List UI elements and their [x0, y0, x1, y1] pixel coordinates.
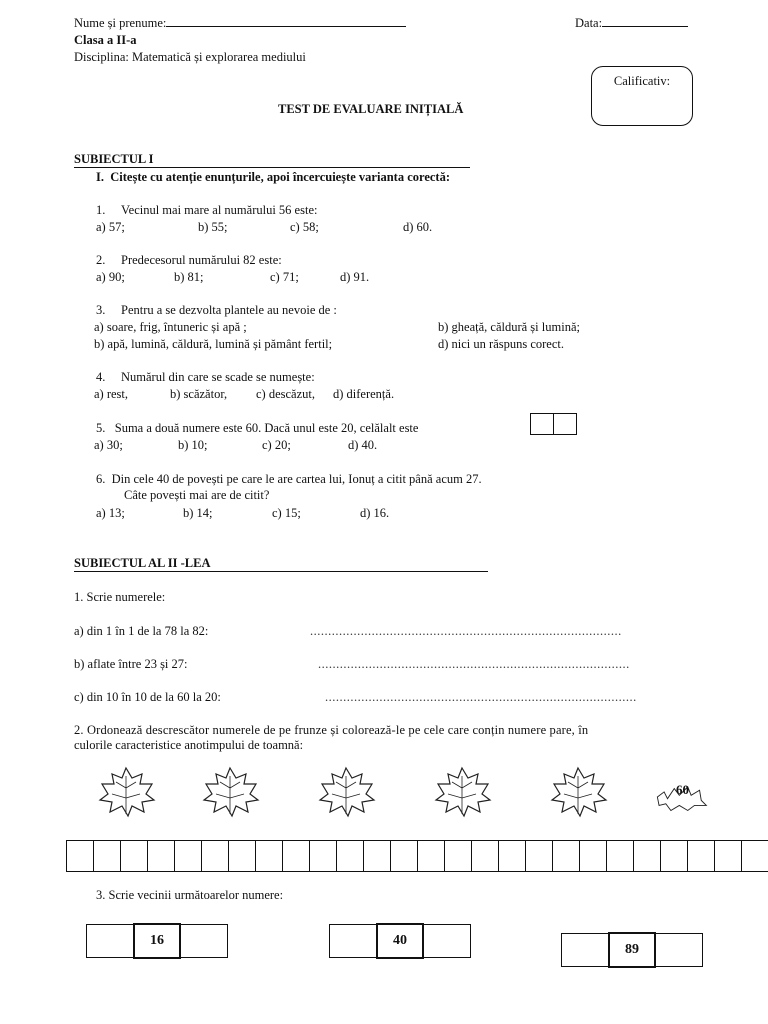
leaf-icon[interactable]	[94, 766, 158, 818]
q5-option-a[interactable]: a) 30;	[94, 438, 123, 452]
ex3-text: 3. Scrie vecinii următoarelor numere:	[96, 888, 284, 902]
neighbor-number: 89	[608, 932, 656, 968]
neighbor-left-cell[interactable]	[562, 934, 608, 966]
neighbor-box[interactable]	[329, 924, 471, 958]
discipline-label: Disciplina: Matematică și explorarea mediului	[74, 50, 306, 64]
ex1a-text: a) din 1 în 1 de la 78 la 82:	[74, 624, 209, 638]
q2-option-a[interactable]: a) 90;	[96, 270, 125, 284]
ex1b-answer-line[interactable]: ......................................................................................	[318, 657, 630, 671]
q6-option-b[interactable]: b) 14;	[183, 506, 213, 520]
neighbor-box[interactable]	[561, 933, 703, 967]
ex1c-answer-line[interactable]: ......................................................................................	[325, 690, 637, 704]
neighbor-number: 40	[376, 923, 424, 959]
q1-option-b[interactable]: b) 55;	[198, 220, 228, 234]
leaf-icon[interactable]	[198, 766, 262, 818]
q5-option-d[interactable]: d) 40.	[348, 438, 378, 452]
q2-option-d[interactable]: d) 91.	[340, 270, 370, 284]
q1-text: 1. Vecinul mai mare al numărului 56 este:	[96, 203, 318, 217]
ex2-text: 2. Ordonează descrescător numerele de pe frunze și colorează-le pe cele care conțin numere pare, în culorile caracteristice anotimpului de toamnă:	[74, 723, 589, 752]
ex1b-text: b) aflate între 23 și 27:	[74, 657, 188, 671]
leaf-icon[interactable]	[546, 766, 610, 818]
q5-option-b[interactable]: b) 10;	[178, 438, 208, 452]
leaf-number: 60	[676, 782, 689, 797]
neighbor-right-cell[interactable]	[424, 925, 470, 957]
subject1-instruction: I. Citește cu atenție enunțurile, apoi încercuiește varianta corectă:	[96, 170, 450, 184]
name-line[interactable]	[166, 26, 406, 27]
q6-option-c[interactable]: c) 15;	[272, 506, 301, 520]
neighbor-left-cell[interactable]	[330, 925, 376, 957]
neighbor-box[interactable]	[86, 924, 228, 958]
q2-option-c[interactable]: c) 71;	[270, 270, 299, 284]
date-label: Data:	[575, 16, 603, 30]
q4-option-b[interactable]: b) scăzător,	[170, 387, 228, 401]
page-title: TEST DE EVALUARE INIȚIALĂ	[278, 102, 464, 116]
q3-option-b[interactable]: b) gheață, căldură și lumină;	[438, 320, 580, 334]
q3-option-a[interactable]: a) soare, frig, întuneric și apă ;	[94, 320, 247, 334]
name-field[interactable]	[74, 16, 406, 31]
ordering-answer-grid[interactable]	[66, 840, 768, 872]
ex1a-answer-line[interactable]: ......................................................................................	[310, 624, 622, 638]
q6-option-d[interactable]: d) 16.	[360, 506, 390, 520]
ex1-text: 1. Scrie numerele:	[74, 590, 166, 604]
q2-text: 2. Predecesorul numărului 82 este:	[96, 253, 282, 267]
date-field[interactable]	[575, 16, 688, 31]
neighbor-number: 16	[133, 923, 181, 959]
class-label: Clasa a II-a	[74, 33, 137, 47]
q3-text: 3. Pentru a se dezvolta plantele au nevoie de :	[96, 303, 337, 317]
q5-option-c[interactable]: c) 20;	[262, 438, 291, 452]
q4-option-c[interactable]: c) descăzut,	[256, 387, 315, 401]
leaf-icon[interactable]	[430, 766, 494, 818]
grade-box[interactable]	[591, 66, 693, 126]
q1-option-a[interactable]: a) 57;	[96, 220, 125, 234]
q4-text: 4. Numărul din care se scade se numește:	[96, 370, 315, 384]
neighbor-right-cell[interactable]	[181, 925, 227, 957]
q2-option-b[interactable]: b) 81;	[174, 270, 204, 284]
neighbor-right-cell[interactable]	[656, 934, 702, 966]
q5-answer-box[interactable]	[530, 413, 577, 435]
q6-option-a[interactable]: a) 13;	[96, 506, 125, 520]
q5-text: 5. Suma a două numere este 60. Dacă unul este 20, celălalt este	[96, 421, 419, 435]
subject1-heading: SUBIECTUL I	[74, 152, 470, 168]
q4-option-d[interactable]: d) diferență.	[333, 387, 395, 401]
q3-option-c[interactable]: b) apă, lumină, căldură, lumină și pământ fertil;	[94, 337, 333, 351]
name-label: Nume și prenume:	[74, 16, 167, 30]
q6-text: 6. Din cele 40 de povești pe care le are cartea lui, Ionuț a citit până acum 27.	[96, 472, 482, 486]
q6-text-line2: Câte povești mai are de citit?	[124, 488, 270, 502]
q1-option-d[interactable]: d) 60.	[403, 220, 433, 234]
q4-option-a[interactable]: a) rest,	[94, 387, 129, 401]
q3-option-d[interactable]: d) nici un răspuns corect.	[438, 337, 565, 351]
q1-option-c[interactable]: c) 58;	[290, 220, 319, 234]
leaf-icon[interactable]	[314, 766, 378, 818]
grade-box-label: Calificativ:	[613, 74, 671, 88]
ex1c-text: c) din 10 în 10 de la 60 la 20:	[74, 690, 221, 704]
subject2-heading: SUBIECTUL AL II -LEA	[74, 556, 488, 572]
date-line[interactable]	[602, 26, 688, 27]
neighbor-left-cell[interactable]	[87, 925, 133, 957]
